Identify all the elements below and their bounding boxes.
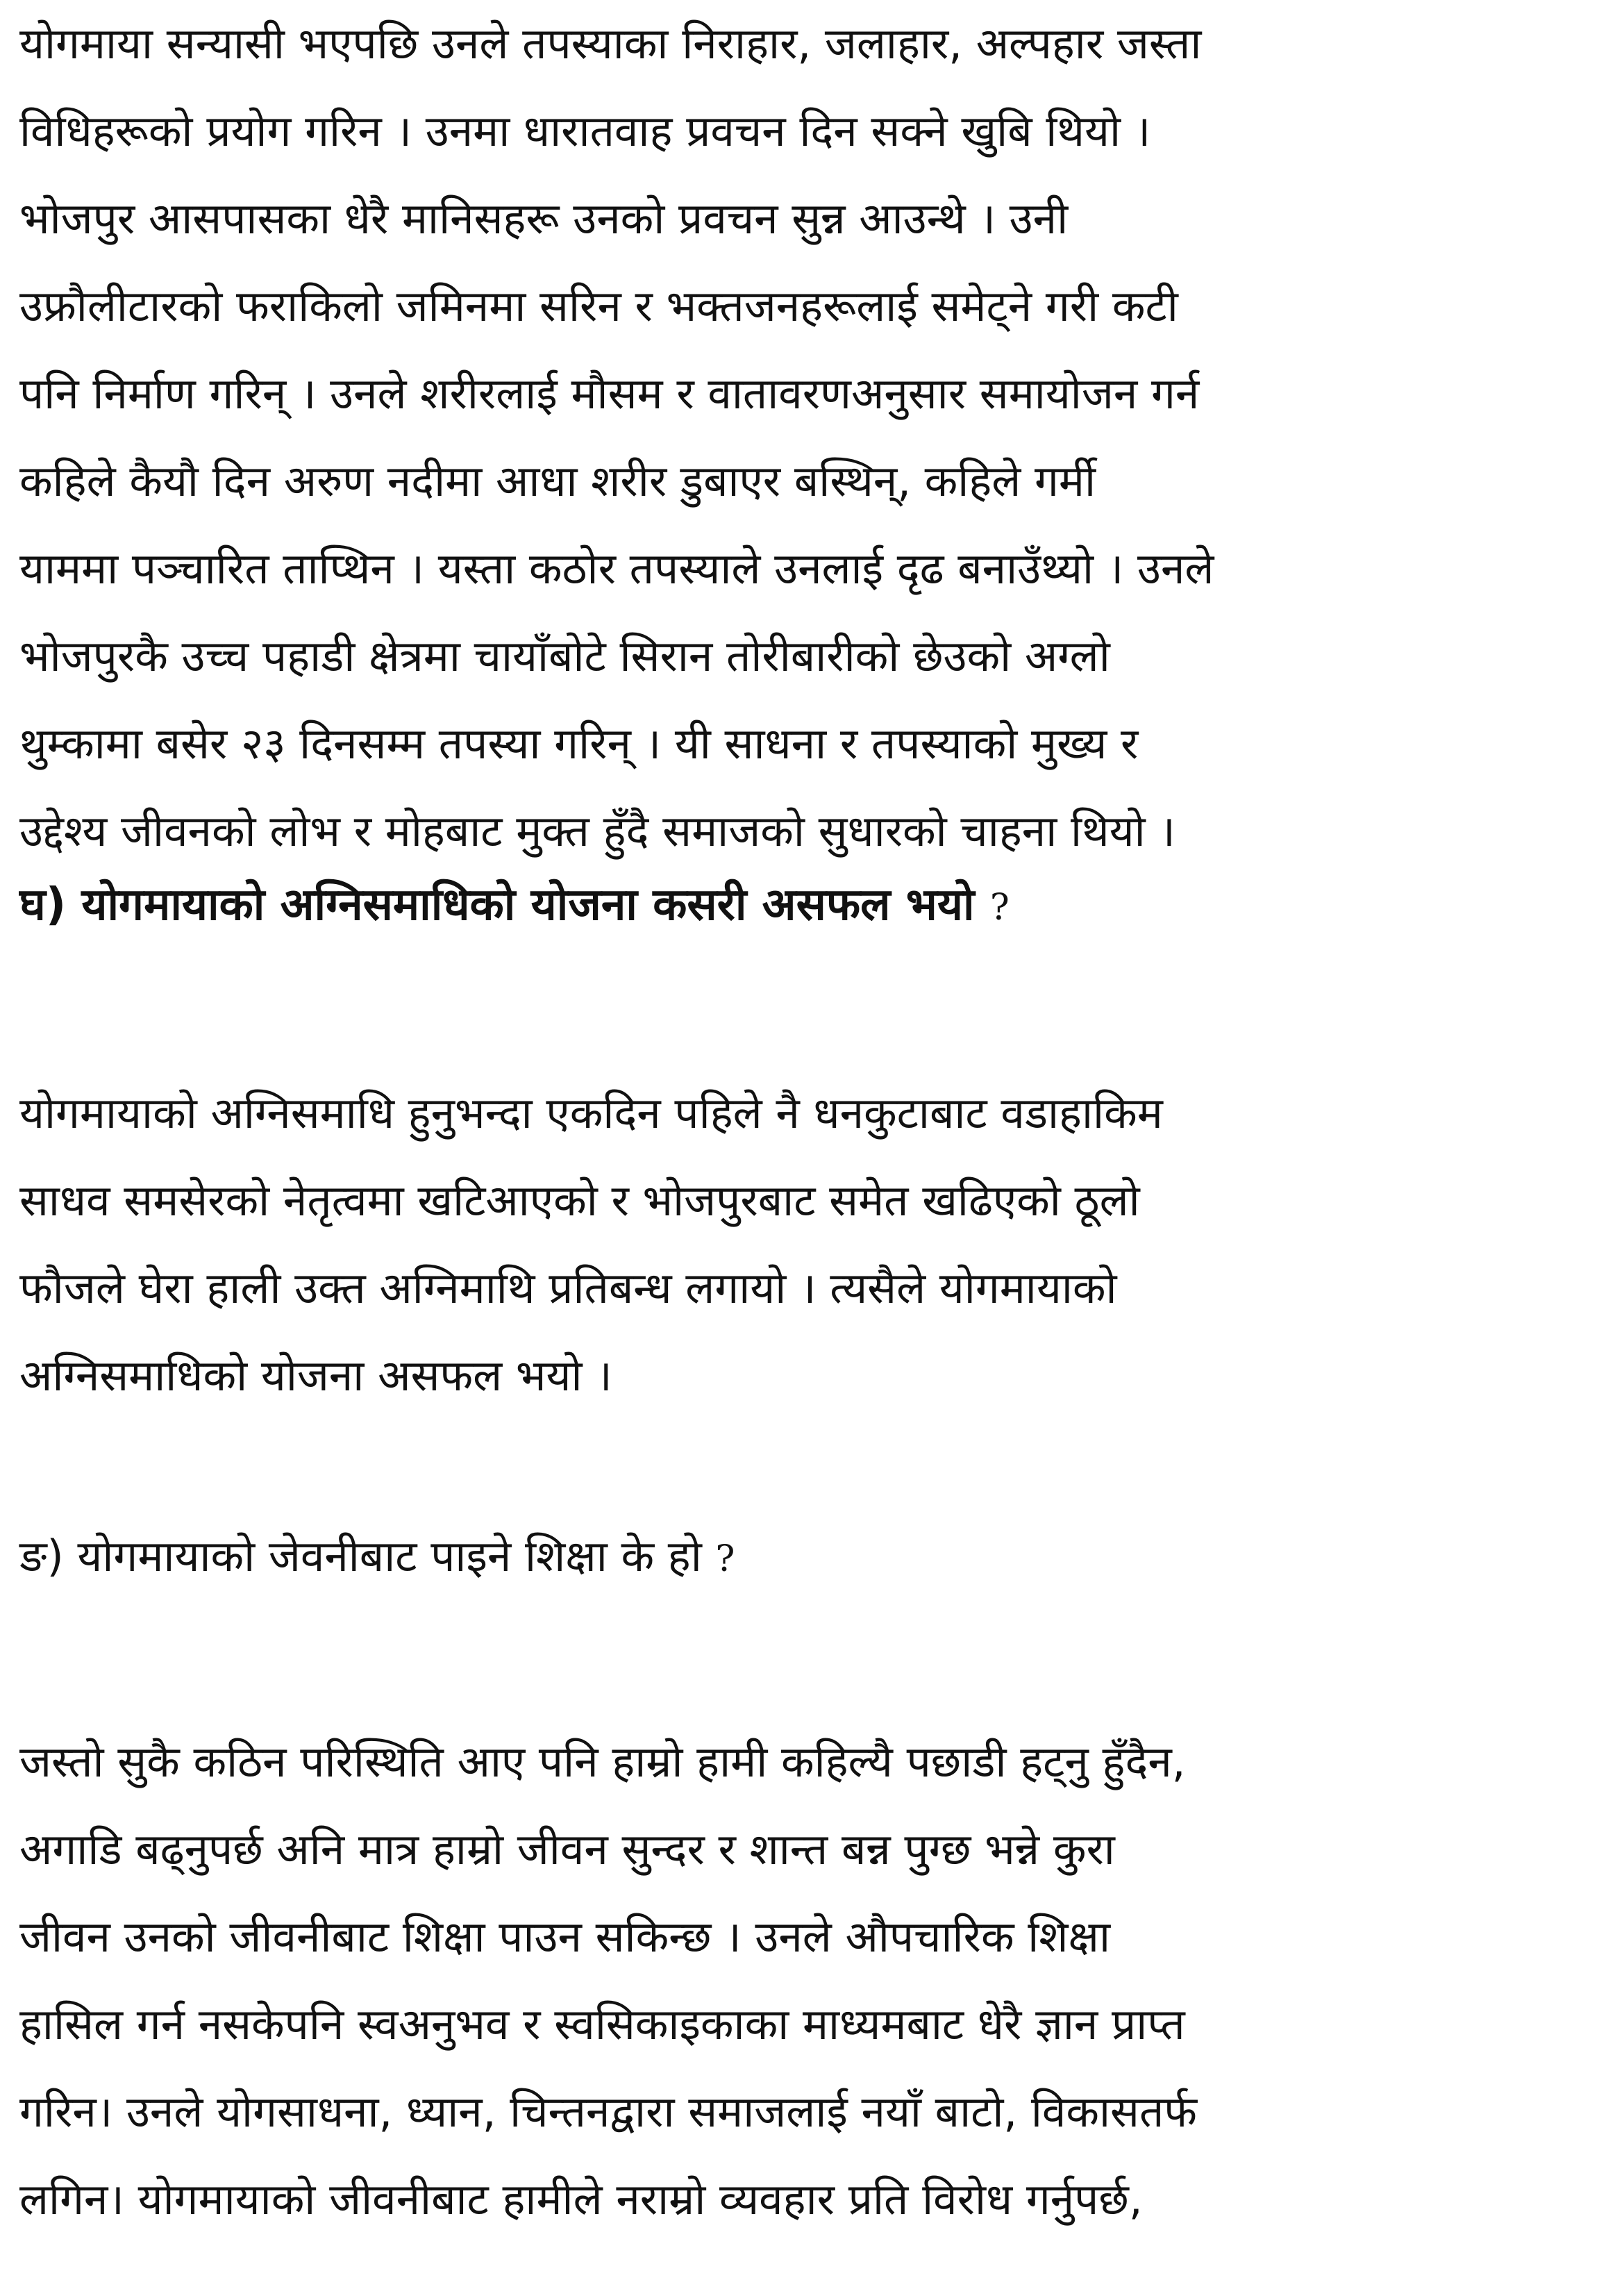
paragraph-yogmaya-tapasya xyxy=(19,0,1609,875)
question-mark: ? xyxy=(989,887,1010,929)
question-heading-gha xyxy=(19,861,1609,949)
text-line: अगाडि बढ्नुपर्छ अनि मात्र हाम्रो जीवन सुन्दर र शान्त बन्न पुग्छ भन्ने कुरा xyxy=(19,1824,1115,1874)
text-line: हासिल गर्न नसकेपनि स्वअनुभव र स्वसिकाइकाका माध्यमबाट धेरै ज्ञान प्राप्त xyxy=(19,1999,1185,2049)
text-line: लगिन। योगमायाको जीवनीबाट हामीले नराम्रो व्यवहार प्रति विरोध गर्नुपर्छ, xyxy=(19,2174,1143,2224)
question-heading-nga xyxy=(19,1513,1609,1600)
question-mark: ? xyxy=(715,1538,735,1580)
text-line: कहिले कैयौ दिन अरुण नदीमा आधा शरीर डुबाएर बस्थिन्, कहिले गर्मी xyxy=(19,456,1096,506)
paragraph-shiksha-answer xyxy=(19,1718,1609,2243)
question-text: ङ) योगमायाको जेवनीबाट पाइने शिक्षा के हो xyxy=(19,1531,702,1581)
text-line: जस्तो सुकै कठिन परिस्थिति आए पनि हाम्रो हामी कहिल्यै पछाडी हट्नु हुँदैन, xyxy=(19,1736,1186,1787)
text-line: भोजपुरकै उच्च पहाडी क्षेत्रमा चायाँबोटे सिरान तोरीबारीको छेउको अग्लो xyxy=(19,631,1110,681)
text-line: योगमायाको अग्निसमाधि हुनुभन्दा एकदिन पहिले नै धनकुटाबाट वडाहाकिम xyxy=(19,1088,1163,1138)
text-line: योगमाया सन्यासी भएपछि उनले तपस्याका निराहार, जलाहार, अल्पहार जस्ता xyxy=(19,18,1202,69)
text-line: थुम्कामा बसेर २३ दिनसम्म तपस्या गरिन् । यी साधना र तपस्याको मुख्य र xyxy=(19,718,1139,769)
text-line: पनि निर्माण गरिन् । उनले शरीरलाई मौसम र वातावरणअनुसार समायोजन गर्न xyxy=(19,368,1200,419)
text-line: भोजपुर आसपासका धेरै मानिसहरू उनको प्रवचन सुन्न आउन्थे । उनी xyxy=(19,193,1069,244)
text-line: अग्निसमाधिको योजना असफल भयो । xyxy=(19,1350,612,1401)
question-line xyxy=(19,861,1609,949)
paragraph-agnisamadhi-answer xyxy=(19,1070,1609,1420)
text-line: उद्देश्य जीवनको लोभ र मोहबाट मुक्त हुँदै समाजको सुधारको चाहना थियो । xyxy=(19,806,1175,856)
text-line: फौजले घेरा हाली उक्त अग्निमाथि प्रतिबन्ध लगायो । त्यसैले योगमायाको xyxy=(19,1263,1117,1313)
text-line: जीवन उनको जीवनीबाट शिक्षा पाउन सकिन्छ । उनले औपचारिक शिक्षा xyxy=(19,1911,1111,1962)
text-line: गरिन। उनले योगसाधना, ध्यान, चिन्तनद्वारा समाजलाई नयाँ बाटो, विकासतर्फ xyxy=(19,2086,1198,2137)
text-line: साधव समसेरको नेतृत्वमा खटिआएको र भोजपुरबाट समेत खढिएको ठूलो xyxy=(19,1175,1140,1226)
question-line xyxy=(19,1513,1609,1600)
text-line: याममा पञ्चारित ताप्थिन । यस्ता कठोर तपस्याले उनलाई दृढ बनाउँथ्यो । उनले xyxy=(19,543,1214,594)
question-text: घ) योगमायाको अग्निसमाधिको योजना कसरी असफल भयो xyxy=(19,879,975,931)
text-line: उफ्रौलीटारको फराकिलो जमिनमा सरिन र भक्तजनहरूलाई समेट्ने गरी कटी xyxy=(19,281,1178,331)
text-line: विधिहरूको प्रयोग गरिन । उनमा धारातवाह प्रवचन दिन सक्ने खुबि थियो । xyxy=(19,106,1151,156)
